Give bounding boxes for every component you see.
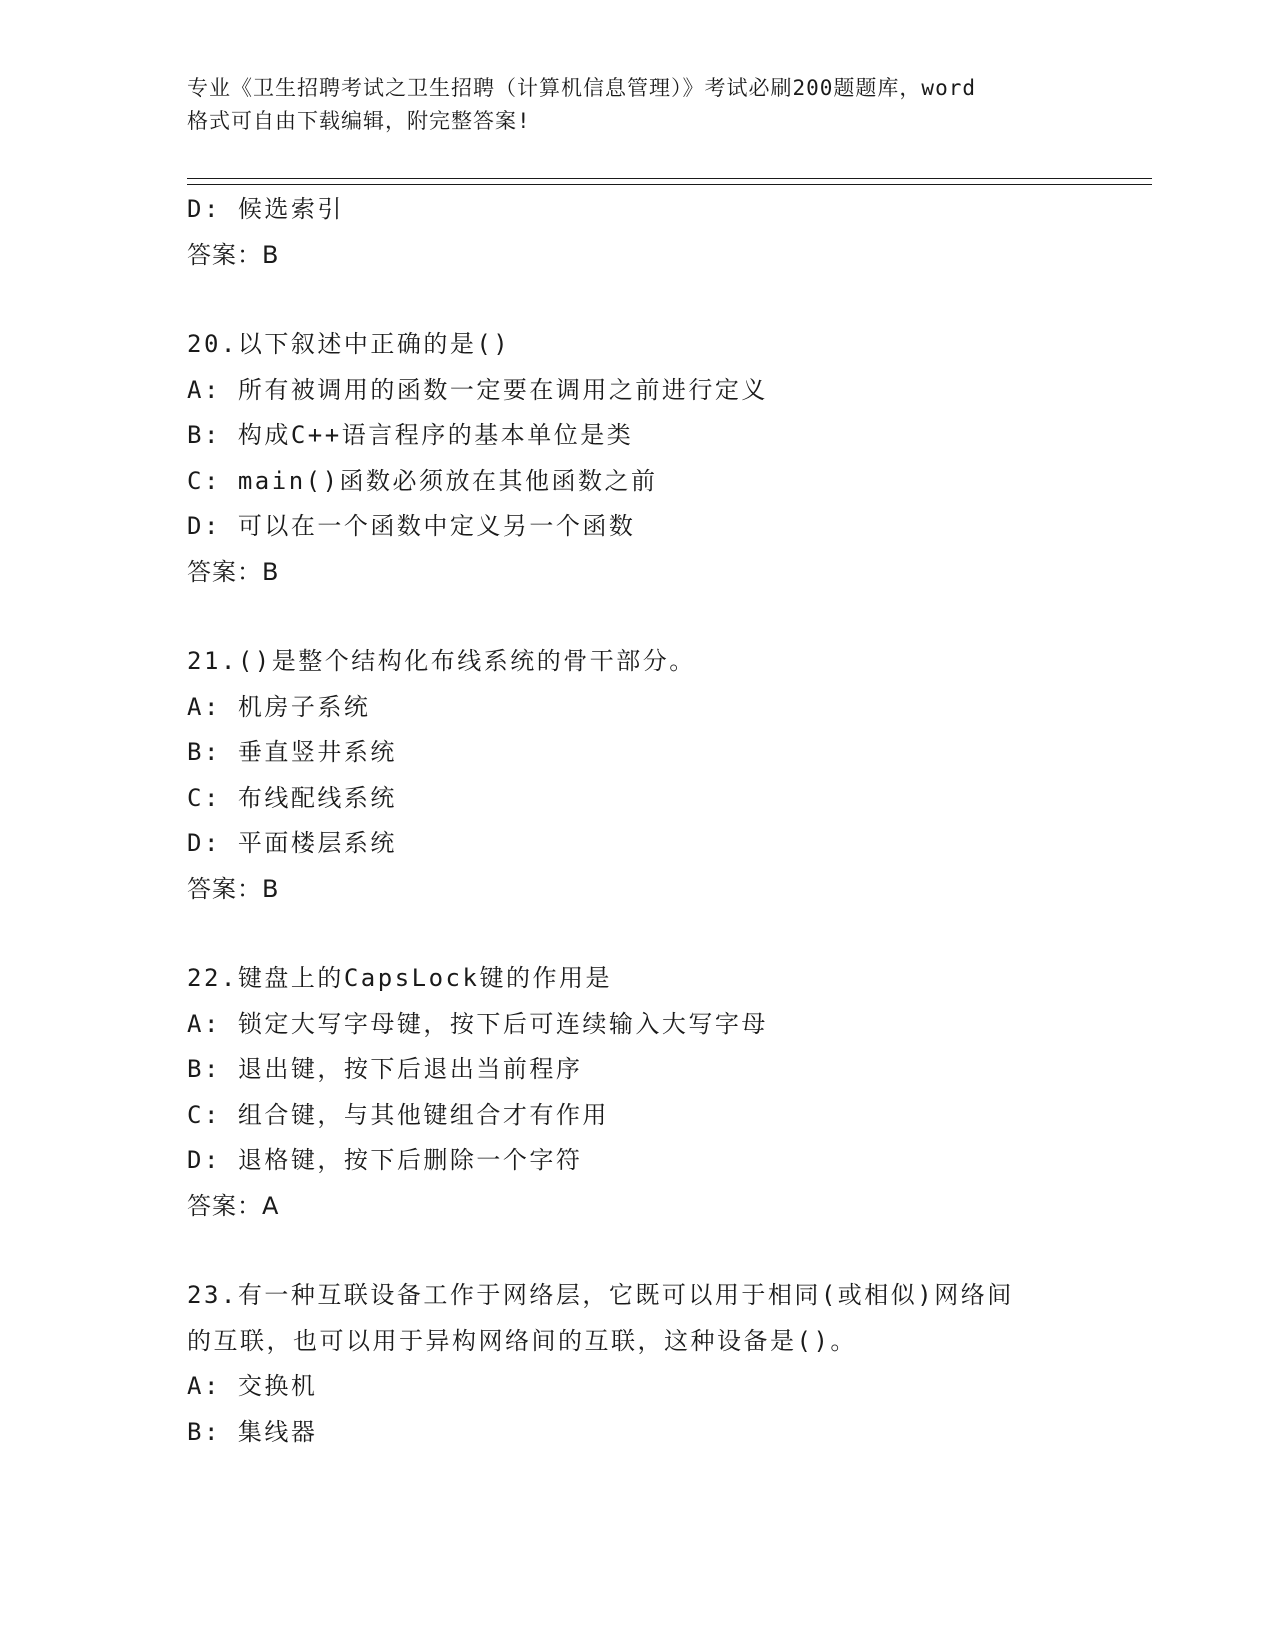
answer-line: 答案：B bbox=[187, 874, 280, 903]
question-21 bbox=[187, 639, 1087, 912]
previous-question-answer: 答案：B bbox=[187, 240, 280, 269]
option-b: B: 集线器 bbox=[187, 1417, 318, 1446]
header-line-2: 格式可自由下载编辑，附完整答案! bbox=[187, 109, 531, 133]
option-d: D: 退格键，按下后删除一个字符 bbox=[187, 1146, 583, 1174]
document-header bbox=[187, 72, 1087, 138]
answer-line: 答案：A bbox=[187, 1191, 280, 1220]
question-list bbox=[187, 187, 1087, 1455]
question-text-line-1: 23.有一种互联设备工作于网络层，它既可以用于相同(或相似)网络间 bbox=[187, 1281, 1014, 1309]
spacer bbox=[187, 278, 1087, 322]
question-text: 22.键盘上的CapsLock键的作用是 bbox=[187, 964, 612, 992]
question-22 bbox=[187, 956, 1087, 1229]
spacer bbox=[187, 1229, 1087, 1273]
question-text: 20.以下叙述中正确的是() bbox=[187, 330, 511, 358]
previous-question-option-d: D: 候选索引 bbox=[187, 195, 344, 223]
option-c: C: 组合键，与其他键组合才有作用 bbox=[187, 1100, 609, 1129]
option-a: A: 锁定大写字母键，按下后可连续输入大写字母 bbox=[187, 1009, 768, 1038]
header-line-1: 专业《卫生招聘考试之卫生招聘（计算机信息管理）》考试必刷200题题库，word bbox=[187, 76, 976, 100]
header-divider bbox=[187, 178, 1152, 185]
option-d: D: 平面楼层系统 bbox=[187, 829, 397, 857]
option-b: B: 垂直竖井系统 bbox=[187, 738, 397, 766]
option-b: B: 构成C++语言程序的基本单位是类 bbox=[187, 421, 634, 449]
option-c: C: 布线配线系统 bbox=[187, 783, 397, 812]
option-c: C: main()函数必须放在其他函数之前 bbox=[187, 466, 658, 495]
question-text: 21.()是整个结构化布线系统的骨干部分。 bbox=[187, 647, 696, 675]
answer-line: 答案：B bbox=[187, 557, 280, 586]
spacer bbox=[187, 595, 1087, 639]
question-20 bbox=[187, 322, 1087, 595]
spacer bbox=[187, 912, 1087, 956]
option-a: A: 机房子系统 bbox=[187, 692, 371, 721]
question-text-line-2: 的互联，也可以用于异构网络间的互联，这种设备是()。 bbox=[187, 1326, 857, 1355]
option-a: A: 交换机 bbox=[187, 1372, 318, 1400]
option-a: A: 所有被调用的函数一定要在调用之前进行定义 bbox=[187, 375, 768, 404]
option-d: D: 可以在一个函数中定义另一个函数 bbox=[187, 512, 636, 540]
question-23 bbox=[187, 1273, 1087, 1455]
option-b: B: 退出键，按下后退出当前程序 bbox=[187, 1055, 583, 1083]
